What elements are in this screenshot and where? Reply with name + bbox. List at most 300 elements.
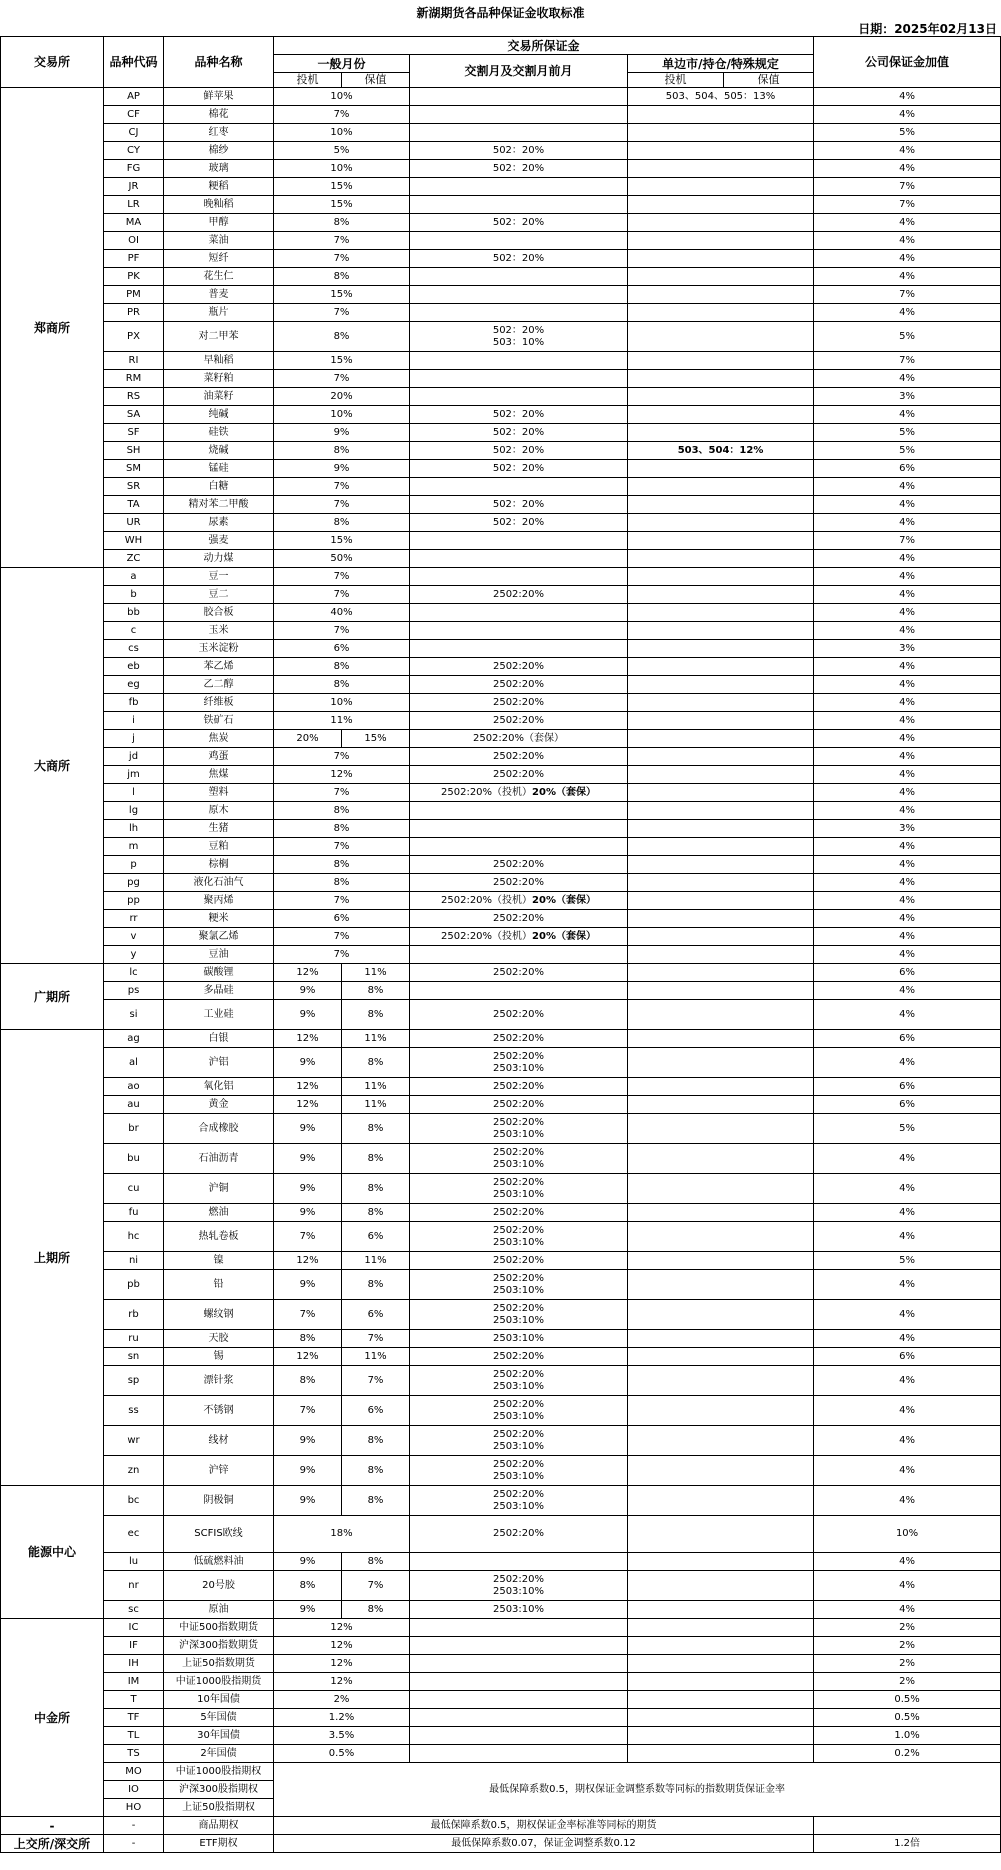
special-cell bbox=[628, 1691, 814, 1709]
delivery-bold-text: 20%（套保） bbox=[532, 786, 596, 798]
spec-margin-cell: 9% bbox=[274, 1601, 342, 1619]
general-margin-cell: 0.5% bbox=[274, 1745, 410, 1763]
general-margin-cell: 12% bbox=[274, 1655, 410, 1673]
name-cell: 棕榈 bbox=[164, 856, 274, 874]
name-cell: 20号胶 bbox=[164, 1571, 274, 1601]
table-row bbox=[1, 1330, 1001, 1348]
code-cell: MA bbox=[104, 214, 164, 232]
table-row bbox=[1, 1601, 1001, 1619]
delivery-text: 2502:20%（投机） bbox=[441, 894, 533, 906]
special-cell bbox=[628, 856, 814, 874]
code-cell: bc bbox=[104, 1486, 164, 1516]
code-cell: PM bbox=[104, 286, 164, 304]
name-cell: 尿素 bbox=[164, 514, 274, 532]
delivery-text: 2502:20% bbox=[492, 1050, 545, 1062]
special-cell bbox=[628, 142, 814, 160]
table-row bbox=[1, 1637, 1001, 1655]
delivery-margin-cell bbox=[410, 214, 628, 232]
code-cell: MO bbox=[104, 1763, 164, 1781]
delivery-margin-cell bbox=[410, 532, 628, 550]
delivery-margin-cell bbox=[410, 322, 628, 352]
delivery-margin-cell bbox=[410, 604, 628, 622]
code-cell: ni bbox=[104, 1252, 164, 1270]
code-cell: au bbox=[104, 1096, 164, 1114]
header-exchange: 交易所 bbox=[1, 37, 104, 88]
code-cell: IC bbox=[104, 1619, 164, 1637]
delivery-margin-cell bbox=[410, 124, 628, 142]
delivery-text: 2502:20% bbox=[492, 1458, 545, 1470]
exchange-cell: 广期所 bbox=[1, 964, 104, 1030]
table-row bbox=[1, 1571, 1001, 1601]
special-cell bbox=[628, 460, 814, 478]
table-row bbox=[1, 640, 1001, 658]
delivery-margin-cell bbox=[410, 694, 628, 712]
code-cell: l bbox=[104, 784, 164, 802]
name-cell: 阴极铜 bbox=[164, 1486, 274, 1516]
special-cell bbox=[628, 1553, 814, 1571]
table-row bbox=[1, 622, 1001, 640]
table-row bbox=[1, 1835, 1001, 1853]
delivery-margin-cell bbox=[410, 784, 628, 802]
code-cell: ss bbox=[104, 1396, 164, 1426]
name-cell: 红枣 bbox=[164, 124, 274, 142]
delivery-margin-cell bbox=[410, 892, 628, 910]
spec-margin-cell: 12% bbox=[274, 1030, 342, 1048]
delivery-margin-cell bbox=[410, 196, 628, 214]
name-cell: 白糖 bbox=[164, 478, 274, 496]
general-margin-cell: 7% bbox=[274, 496, 410, 514]
code-cell: lc bbox=[104, 964, 164, 982]
delivery-margin-cell bbox=[410, 658, 628, 676]
name-cell: 天胶 bbox=[164, 1330, 274, 1348]
code-cell: a bbox=[104, 568, 164, 586]
spec-margin-cell: 9% bbox=[274, 1270, 342, 1300]
general-margin-cell: 10% bbox=[274, 406, 410, 424]
delivery-margin-cell bbox=[410, 1486, 628, 1516]
special-cell bbox=[628, 820, 814, 838]
special-cell: 503、504、505：13% bbox=[628, 88, 814, 106]
special-cell bbox=[628, 1030, 814, 1048]
company-add-cell: 4% bbox=[814, 874, 1001, 892]
table-row bbox=[1, 1114, 1001, 1144]
code-cell: bb bbox=[104, 604, 164, 622]
delivery-text-2: 2503:10% bbox=[492, 1236, 545, 1248]
exchange-cell: 上交所/深交所 bbox=[1, 1835, 104, 1853]
company-add-cell: 4% bbox=[814, 514, 1001, 532]
name-cell: 纯碱 bbox=[164, 406, 274, 424]
name-cell: 豆二 bbox=[164, 586, 274, 604]
name-cell: 生猪 bbox=[164, 820, 274, 838]
name-cell: 碳酸锂 bbox=[164, 964, 274, 982]
hedge-margin-cell: 11% bbox=[342, 1030, 410, 1048]
table-row bbox=[1, 1727, 1001, 1745]
hedge-margin-cell: 8% bbox=[342, 1486, 410, 1516]
spec-margin-cell: 9% bbox=[274, 1553, 342, 1571]
company-add-cell: 4% bbox=[814, 712, 1001, 730]
code-cell: eb bbox=[104, 658, 164, 676]
name-cell: 短纤 bbox=[164, 250, 274, 268]
date-label: 日期：2025年02月13日 bbox=[858, 22, 997, 36]
company-add-cell: 1.2倍 bbox=[814, 1835, 1001, 1853]
delivery-text: 2502:20% bbox=[492, 660, 545, 672]
company-add-cell: 4% bbox=[814, 1000, 1001, 1030]
special-cell bbox=[628, 1396, 814, 1426]
company-add-cell: 4% bbox=[814, 106, 1001, 124]
company-add-cell: 4% bbox=[814, 730, 1001, 748]
code-cell: lg bbox=[104, 802, 164, 820]
delivery-margin-cell bbox=[410, 232, 628, 250]
delivery-text: 502：20% bbox=[492, 162, 545, 174]
name-cell: 粳稻 bbox=[164, 178, 274, 196]
special-cell bbox=[628, 1456, 814, 1486]
table-row bbox=[1, 802, 1001, 820]
table-row bbox=[1, 1516, 1001, 1553]
delivery-text-2: 2503:10% bbox=[492, 1128, 545, 1140]
general-margin-cell: 8% bbox=[274, 268, 410, 286]
delivery-text-2: 503：10% bbox=[492, 336, 545, 348]
company-add-cell: 4% bbox=[814, 766, 1001, 784]
hedge-margin-cell: 6% bbox=[342, 1222, 410, 1252]
special-cell bbox=[628, 1655, 814, 1673]
name-cell: 上证50指数期货 bbox=[164, 1655, 274, 1673]
delivery-margin-cell bbox=[410, 478, 628, 496]
hedge-margin-cell: 6% bbox=[342, 1396, 410, 1426]
delivery-margin-cell bbox=[410, 1330, 628, 1348]
table-row bbox=[1, 406, 1001, 424]
code-cell: sc bbox=[104, 1601, 164, 1619]
exchange-cell: 上期所 bbox=[1, 1030, 104, 1486]
company-add-cell: 6% bbox=[814, 1030, 1001, 1048]
table-row bbox=[1, 838, 1001, 856]
code-cell: fb bbox=[104, 694, 164, 712]
company-add-cell: 2% bbox=[814, 1637, 1001, 1655]
table-row bbox=[1, 142, 1001, 160]
code-cell: y bbox=[104, 946, 164, 964]
special-cell bbox=[628, 370, 814, 388]
special-cell bbox=[628, 322, 814, 352]
special-cell bbox=[628, 1114, 814, 1144]
special-cell bbox=[628, 640, 814, 658]
name-cell: 焦炭 bbox=[164, 730, 274, 748]
company-add-cell: 6% bbox=[814, 1096, 1001, 1114]
code-cell: lu bbox=[104, 1553, 164, 1571]
company-add-cell: 4% bbox=[814, 1048, 1001, 1078]
delivery-margin-cell bbox=[410, 730, 628, 748]
company-add-cell: 4% bbox=[814, 604, 1001, 622]
delivery-text: 2502:20% bbox=[492, 1146, 545, 1158]
company-add-cell: 10% bbox=[814, 1516, 1001, 1553]
code-cell: m bbox=[104, 838, 164, 856]
code-cell: SF bbox=[104, 424, 164, 442]
delivery-margin-cell bbox=[410, 1655, 628, 1673]
name-cell: 粳米 bbox=[164, 910, 274, 928]
delivery-margin-cell bbox=[410, 820, 628, 838]
special-cell bbox=[628, 622, 814, 640]
company-add-cell: 4% bbox=[814, 142, 1001, 160]
name-cell: 石油沥青 bbox=[164, 1144, 274, 1174]
delivery-text-2: 2503:10% bbox=[492, 1284, 545, 1296]
table-body bbox=[1, 88, 1001, 1853]
company-add-cell: 4% bbox=[814, 250, 1001, 268]
company-add-cell: 5% bbox=[814, 442, 1001, 460]
general-margin-cell: 7% bbox=[274, 304, 410, 322]
table-row bbox=[1, 1252, 1001, 1270]
special-cell bbox=[628, 1486, 814, 1516]
company-add-cell bbox=[814, 1817, 1001, 1835]
code-cell: PX bbox=[104, 322, 164, 352]
code-cell: ag bbox=[104, 1030, 164, 1048]
code-cell: nr bbox=[104, 1571, 164, 1601]
table-row bbox=[1, 982, 1001, 1000]
company-add-cell: 4% bbox=[814, 1222, 1001, 1252]
table-row bbox=[1, 1763, 1001, 1781]
delivery-text: 2502:20%（投机） bbox=[441, 786, 533, 798]
company-add-cell: 4% bbox=[814, 1426, 1001, 1456]
delivery-text: 502：20% bbox=[492, 144, 545, 156]
company-add-cell: 4% bbox=[814, 1571, 1001, 1601]
table-row bbox=[1, 250, 1001, 268]
delivery-text: 2502:20% bbox=[492, 1398, 545, 1410]
name-cell: 液化石油气 bbox=[164, 874, 274, 892]
name-cell: 硅铁 bbox=[164, 424, 274, 442]
special-cell bbox=[628, 730, 814, 748]
table-row bbox=[1, 1348, 1001, 1366]
spec-margin-cell: 9% bbox=[274, 982, 342, 1000]
special-cell bbox=[628, 196, 814, 214]
table-row bbox=[1, 766, 1001, 784]
delivery-text: 2502:20% bbox=[492, 1080, 545, 1092]
company-add-cell: 4% bbox=[814, 1270, 1001, 1300]
delivery-margin-cell bbox=[410, 370, 628, 388]
company-add-cell: 6% bbox=[814, 964, 1001, 982]
name-cell: 乙二醇 bbox=[164, 676, 274, 694]
table-row bbox=[1, 550, 1001, 568]
delivery-margin-cell bbox=[410, 460, 628, 478]
table-row bbox=[1, 1817, 1001, 1835]
table-row bbox=[1, 1553, 1001, 1571]
header-special: 单边市/持仓/特殊规定 bbox=[628, 55, 814, 73]
company-add-cell: 0.2% bbox=[814, 1745, 1001, 1763]
name-cell: 10年国债 bbox=[164, 1691, 274, 1709]
name-cell: 5年国债 bbox=[164, 1709, 274, 1727]
name-cell: 氧化铝 bbox=[164, 1078, 274, 1096]
delivery-margin-cell bbox=[410, 928, 628, 946]
company-add-cell: 4% bbox=[814, 1300, 1001, 1330]
special-cell bbox=[628, 1673, 814, 1691]
code-cell: al bbox=[104, 1048, 164, 1078]
company-add-cell: 2% bbox=[814, 1655, 1001, 1673]
delivery-text-2: 2503:10% bbox=[492, 1470, 545, 1482]
company-add-cell: 4% bbox=[814, 910, 1001, 928]
delivery-text-2: 2503:10% bbox=[492, 1188, 545, 1200]
delivery-text-2: 2503:10% bbox=[492, 1158, 545, 1170]
general-margin-cell: 11% bbox=[274, 712, 410, 730]
hedge-margin-cell: 8% bbox=[342, 1270, 410, 1300]
general-margin-cell: 7% bbox=[274, 892, 410, 910]
delivery-margin-cell bbox=[410, 1174, 628, 1204]
delivery-margin-cell bbox=[410, 568, 628, 586]
spec-margin-cell: 9% bbox=[274, 1114, 342, 1144]
hedge-margin-cell: 11% bbox=[342, 1348, 410, 1366]
special-cell bbox=[628, 1571, 814, 1601]
delivery-margin-cell bbox=[410, 388, 628, 406]
delivery-margin-cell bbox=[410, 1426, 628, 1456]
code-cell: AP bbox=[104, 88, 164, 106]
name-cell: 不锈钢 bbox=[164, 1396, 274, 1426]
company-add-cell: 7% bbox=[814, 532, 1001, 550]
spec-margin-cell: 12% bbox=[274, 1348, 342, 1366]
company-add-cell: 4% bbox=[814, 946, 1001, 964]
delivery-margin-cell bbox=[410, 1366, 628, 1396]
special-cell bbox=[628, 550, 814, 568]
delivery-margin-cell bbox=[410, 1300, 628, 1330]
company-add-cell: 6% bbox=[814, 460, 1001, 478]
code-cell: si bbox=[104, 1000, 164, 1030]
special-cell bbox=[628, 1300, 814, 1330]
table-row bbox=[1, 892, 1001, 910]
table-row bbox=[1, 1619, 1001, 1637]
delivery-text-2: 2503:10% bbox=[492, 1314, 545, 1326]
name-cell: 烧碱 bbox=[164, 442, 274, 460]
name-cell: 漂针浆 bbox=[164, 1366, 274, 1396]
hedge-margin-cell: 8% bbox=[342, 1426, 410, 1456]
table-row bbox=[1, 712, 1001, 730]
code-cell: RI bbox=[104, 352, 164, 370]
exchange-cell: 中金所 bbox=[1, 1619, 104, 1817]
general-margin-cell: 7% bbox=[274, 784, 410, 802]
delivery-text: 2502:20% bbox=[492, 1272, 545, 1284]
special-cell bbox=[628, 1174, 814, 1204]
delivery-text: 2502:20% bbox=[492, 1573, 545, 1585]
code-cell: ZC bbox=[104, 550, 164, 568]
delivery-margin-cell bbox=[410, 1396, 628, 1426]
general-margin-cell: 12% bbox=[274, 1637, 410, 1655]
table-row bbox=[1, 160, 1001, 178]
delivery-margin-cell bbox=[410, 1571, 628, 1601]
hedge-margin-cell: 8% bbox=[342, 1144, 410, 1174]
table-row bbox=[1, 286, 1001, 304]
special-cell bbox=[628, 928, 814, 946]
special-cell bbox=[628, 160, 814, 178]
special-cell bbox=[628, 496, 814, 514]
delivery-text: 502：20% bbox=[492, 408, 545, 420]
table-row bbox=[1, 928, 1001, 946]
code-cell: wr bbox=[104, 1426, 164, 1456]
table-row bbox=[1, 856, 1001, 874]
delivery-text: 502：20% bbox=[492, 462, 545, 474]
name-cell: 商品期权 bbox=[164, 1817, 274, 1835]
table-row bbox=[1, 1000, 1001, 1030]
table-row bbox=[1, 1486, 1001, 1516]
delivery-margin-cell bbox=[410, 1078, 628, 1096]
delivery-text: 2502:20% bbox=[492, 876, 545, 888]
table-row bbox=[1, 604, 1001, 622]
name-cell: 镍 bbox=[164, 1252, 274, 1270]
name-cell: 普麦 bbox=[164, 286, 274, 304]
table-row bbox=[1, 88, 1001, 106]
spec-margin-cell: 9% bbox=[274, 1000, 342, 1030]
code-cell: TS bbox=[104, 1745, 164, 1763]
table-row bbox=[1, 1709, 1001, 1727]
company-add-cell: 3% bbox=[814, 820, 1001, 838]
delivery-margin-cell bbox=[410, 550, 628, 568]
name-cell: 多晶硅 bbox=[164, 982, 274, 1000]
general-margin-cell: 1.2% bbox=[274, 1709, 410, 1727]
delivery-margin-cell bbox=[410, 160, 628, 178]
delivery-margin-cell bbox=[410, 1727, 628, 1745]
delivery-text-2: 2503:10% bbox=[492, 1440, 545, 1452]
company-add-cell: 1.0% bbox=[814, 1727, 1001, 1745]
name-cell: 早籼稻 bbox=[164, 352, 274, 370]
company-add-cell: 5% bbox=[814, 322, 1001, 352]
table-row bbox=[1, 1366, 1001, 1396]
company-add-cell: 3% bbox=[814, 640, 1001, 658]
option-note-cell: 最低保障系数0.5，期权保证金率标准等同标的期货 bbox=[274, 1817, 814, 1835]
special-cell bbox=[628, 712, 814, 730]
name-cell: 苯乙烯 bbox=[164, 658, 274, 676]
company-add-cell: 4% bbox=[814, 784, 1001, 802]
exchange-cell: - bbox=[1, 1817, 104, 1835]
table-row bbox=[1, 1144, 1001, 1174]
name-cell: 热轧卷板 bbox=[164, 1222, 274, 1252]
delivery-text-2: 2503:10% bbox=[492, 1380, 545, 1392]
delivery-margin-cell bbox=[410, 1222, 628, 1252]
delivery-text: 502：20% bbox=[492, 324, 545, 336]
table-row bbox=[1, 586, 1001, 604]
header-spec-2: 投机 bbox=[628, 73, 724, 88]
code-cell: CJ bbox=[104, 124, 164, 142]
company-add-cell: 4% bbox=[814, 1601, 1001, 1619]
general-margin-cell: 8% bbox=[274, 442, 410, 460]
table-row bbox=[1, 106, 1001, 124]
delivery-margin-cell bbox=[410, 1096, 628, 1114]
general-margin-cell: 6% bbox=[274, 640, 410, 658]
general-margin-cell: 8% bbox=[274, 676, 410, 694]
option-note-cell: 最低保障系数0.07，保证金调整系数0.12 bbox=[274, 1835, 814, 1853]
hedge-margin-cell: 15% bbox=[342, 730, 410, 748]
special-cell bbox=[628, 1348, 814, 1366]
code-cell: v bbox=[104, 928, 164, 946]
delivery-text: 502：20% bbox=[492, 426, 545, 438]
general-margin-cell: 8% bbox=[274, 856, 410, 874]
hedge-margin-cell: 8% bbox=[342, 1000, 410, 1030]
delivery-margin-cell bbox=[410, 910, 628, 928]
general-margin-cell: 7% bbox=[274, 106, 410, 124]
table-row bbox=[1, 946, 1001, 964]
code-cell: jd bbox=[104, 748, 164, 766]
delivery-text: 2502:20% bbox=[492, 1254, 545, 1266]
company-add-cell: 4% bbox=[814, 370, 1001, 388]
company-add-cell: 4% bbox=[814, 1553, 1001, 1571]
company-add-cell: 4% bbox=[814, 568, 1001, 586]
general-margin-cell: 18% bbox=[274, 1516, 410, 1553]
margin-table bbox=[0, 36, 1001, 1853]
delivery-text: 2502:20% bbox=[492, 912, 545, 924]
table-row bbox=[1, 820, 1001, 838]
code-cell: hc bbox=[104, 1222, 164, 1252]
hedge-margin-cell: 11% bbox=[342, 1096, 410, 1114]
name-cell: 原油 bbox=[164, 1601, 274, 1619]
company-add-cell: 4% bbox=[814, 1330, 1001, 1348]
delivery-text: 502：20% bbox=[492, 216, 545, 228]
company-add-cell: 4% bbox=[814, 622, 1001, 640]
delivery-margin-cell bbox=[410, 106, 628, 124]
name-cell: 纤维板 bbox=[164, 694, 274, 712]
delivery-margin-cell bbox=[410, 838, 628, 856]
name-cell: 玉米 bbox=[164, 622, 274, 640]
general-margin-cell: 7% bbox=[274, 232, 410, 250]
spec-margin-cell: 20% bbox=[274, 730, 342, 748]
